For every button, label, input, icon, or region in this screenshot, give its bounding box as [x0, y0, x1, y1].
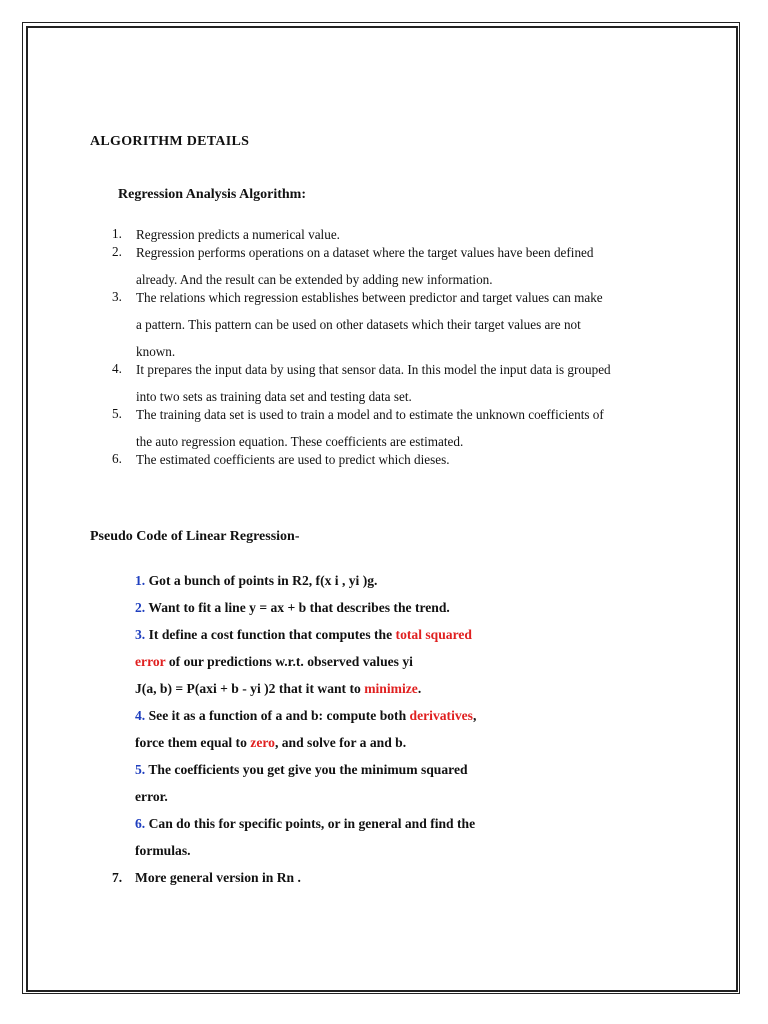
step-text: Got a bunch of points in R2, f(x i , yi )g. [145, 573, 378, 588]
highlight-text: total squared [395, 627, 472, 642]
list-item-number: 1. [112, 226, 122, 241]
step-number: 7. [112, 870, 123, 885]
list-item-text: Regression predicts a numerical value. [136, 227, 340, 242]
algorithm-subheading: Regression Analysis Algorithm: [118, 187, 306, 202]
list-item-text: The estimated coefficients are used to predict which dieses. [136, 452, 450, 467]
highlight-text: derivatives [409, 708, 473, 723]
pseudo-step-2 [112, 594, 552, 621]
list-item-number: 5. [112, 406, 122, 421]
list-item-text: the auto regression equation. These coefficients are estimated. [136, 434, 464, 449]
step-number: 3. [135, 627, 146, 642]
list-item-text: known. [136, 344, 176, 359]
pseudo-step-6-cont [112, 837, 552, 864]
pseudo-step-3 [112, 621, 552, 648]
pseudo-step-4 [112, 702, 552, 729]
step-text: formulas. [135, 843, 191, 858]
list-item [112, 289, 680, 361]
pseudo-step-3-cont [112, 648, 552, 675]
list-item-text: into two sets as training data set and testing data set. [136, 389, 412, 404]
step-text: force them equal to [135, 735, 251, 750]
list-item [112, 451, 680, 469]
list-item-number: 2. [112, 244, 122, 259]
pseudo-step-7 [112, 864, 552, 891]
step-text: The coefficients you get give you the minimum squared [145, 762, 468, 777]
step-text: More general version in Rn . [135, 870, 301, 885]
step-text: , and solve for a and b. [274, 735, 407, 750]
step-text: error. [135, 789, 168, 804]
step-text: . [417, 681, 422, 696]
list-item-text: a pattern. This pattern can be used on other datasets which their target values are not [136, 317, 581, 332]
highlight-text: error [135, 654, 166, 669]
pseudo-step-5-cont [112, 783, 552, 810]
highlight-text: zero [250, 735, 275, 750]
step-text: J(a, b) = P(axi + b - yi )2 that it want to [135, 681, 365, 696]
step-number: 4. [135, 708, 146, 723]
list-item-text: It prepares the input data by using that sensor data. In this model the input data is grouped [136, 362, 611, 377]
list-item [112, 361, 680, 406]
list-item-number: 3. [112, 289, 122, 304]
pseudo-step-1 [112, 567, 552, 594]
pseudo-step-3-formula [112, 675, 552, 702]
list-item [112, 406, 680, 451]
pseudo-step-6 [112, 810, 552, 837]
highlight-text: minimize [364, 681, 418, 696]
list-item-number: 4. [112, 361, 122, 376]
pseudo-step-5 [112, 756, 552, 783]
list-item-text: The training data set is used to train a model and to estimate the unknown coefficients of [136, 407, 604, 422]
step-number: 1. [135, 573, 146, 588]
pseudo-code-list [112, 567, 552, 891]
step-text: See it as a function of a and b: compute both [145, 708, 410, 723]
list-item [112, 244, 680, 289]
list-item [112, 226, 680, 244]
step-text: Can do this for specific points, or in general and find the [145, 816, 476, 831]
algorithm-list [112, 226, 680, 469]
step-number: 6. [135, 816, 146, 831]
list-item-text: The relations which regression establishes between predictor and target values can make [136, 290, 603, 305]
pseudo-code-title: Pseudo Code of Linear Regression- [90, 529, 300, 544]
list-item-text: Regression performs operations on a dataset where the target values have been defined [136, 245, 594, 260]
list-item-number: 6. [112, 451, 122, 466]
step-text: , [472, 708, 477, 723]
list-item-text: already. And the result can be extended by adding new information. [136, 272, 493, 287]
step-number: 2. [135, 600, 146, 615]
step-text: of our predictions w.r.t. observed values yi [165, 654, 413, 669]
section-heading: ALGORITHM DETAILS [90, 134, 250, 149]
step-number: 5. [135, 762, 146, 777]
step-text: Want to fit a line y = ax + b that describes the trend. [145, 600, 450, 615]
pseudo-step-4-cont [112, 729, 552, 756]
step-text: It define a cost function that computes the [145, 627, 396, 642]
